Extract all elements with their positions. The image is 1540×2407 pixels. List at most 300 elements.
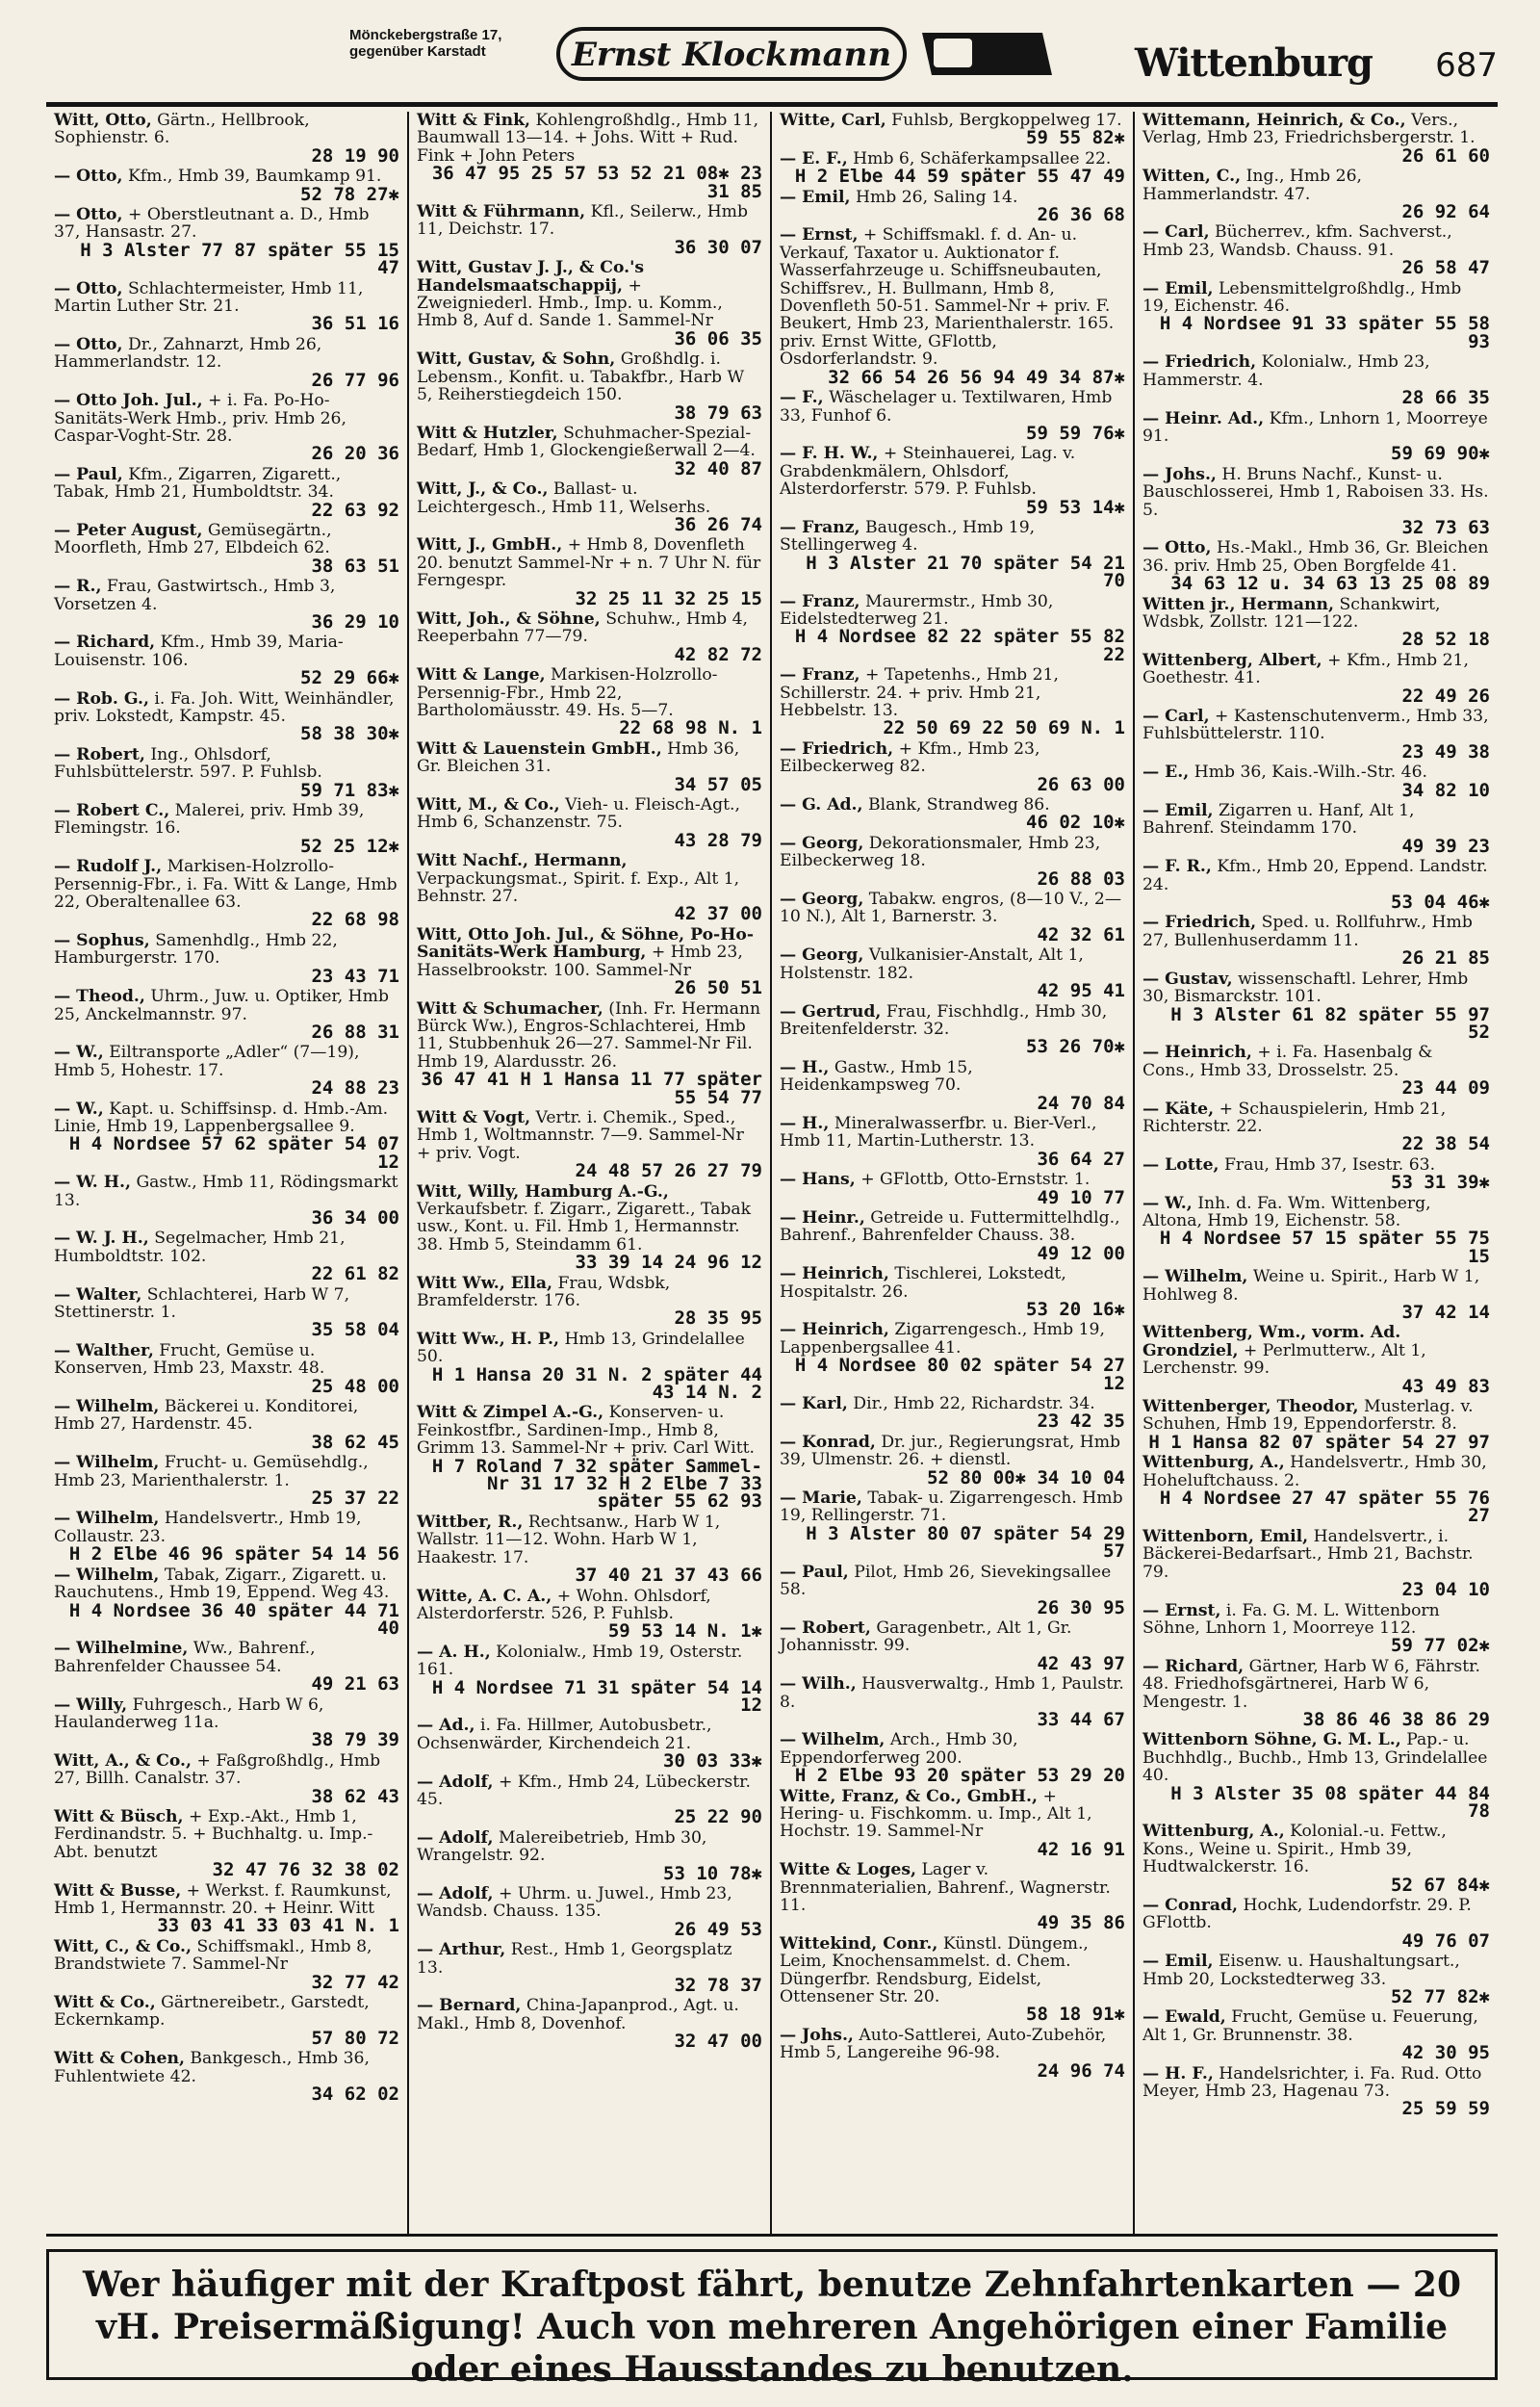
- entry-details: Segelmacher, Hmb 21, Humboldtstr. 102.: [54, 1229, 346, 1266]
- directory-entry: [1142, 222, 1490, 279]
- entry-phone-number: 34 63 12 u. 34 63 13 25 08 89: [1170, 573, 1490, 595]
- directory-entry: [1142, 1043, 1490, 1100]
- entry-name: Witt & Führmann,: [417, 202, 586, 222]
- entry-details: Vulkanisier-Anstalt, Alt 1, Holstenstr. 182.: [780, 945, 1084, 983]
- directory-entry: [54, 1882, 399, 1935]
- entry-details: + Schauspielerin, Hmb 21, Richterstr. 22.: [1142, 1099, 1447, 1136]
- entry-name: — Walter,: [54, 1284, 142, 1305]
- entry-details: Kfm., Hmb 20, Eppend. Landstr. 24.: [1142, 857, 1488, 894]
- entry-phone-number: 22 61 82: [311, 1263, 399, 1285]
- entry-name: — Robert,: [780, 1618, 871, 1638]
- entry-details: Kohlengroßhdlg., Hmb 11, Baumwall 13—14. + Johs. Witt + Rud. Fink + John Peters: [417, 112, 759, 166]
- entry-phone-number: 33 39 14 24 96 12: [575, 1252, 762, 1274]
- entry-name: — Heinr. Ad.,: [1142, 408, 1265, 428]
- entry-name: — Arthur,: [417, 1940, 506, 1960]
- entry-details: Gemüsegärtn., Moorfleth, Hmb 27, Elbdeich 62.: [54, 520, 332, 558]
- entry-name: Witt, Gustav, & Sohn,: [417, 349, 616, 370]
- entry-phone-number: 23 49 38: [1401, 740, 1490, 763]
- entry-name: — Franz,: [780, 665, 860, 686]
- entry-phone-number: 38 62 43: [311, 1785, 399, 1807]
- directory-entry: [417, 1183, 762, 1272]
- directory-entry: [54, 1938, 399, 1991]
- entry-phone-number: 36 47 41 H 1 Hansa 11 77 später 55 54 77: [421, 1069, 762, 1108]
- entry-name: — W. J. H.,: [54, 1229, 149, 1249]
- entry-details: Fuhrgesch., Harb W 6, Haulanderweg 11a.: [54, 1695, 324, 1732]
- entry-name: — Ernst,: [1142, 1600, 1221, 1620]
- entry-details: Frau, Wdsbk, Bramfelderstr. 176.: [417, 1273, 671, 1310]
- entry-phone-number: H 4 Nordsee 36 40 später 44 71 40: [68, 1599, 399, 1639]
- entry-details: Kfm., Zigarren, Zigarett., Tabak, Hmb 21, Humboldtstr. 34.: [54, 464, 342, 503]
- entry-name: — E. F.,: [780, 148, 848, 168]
- directory-entry: [417, 1643, 762, 1715]
- entry-name: Witt & Lange,: [417, 665, 546, 686]
- entry-name: — Otto,: [54, 334, 123, 354]
- entry-phone-number: H 4 Nordsee 57 62 später 54 07 12: [68, 1133, 399, 1173]
- entry-details: + Kfm., Hmb 21, Goethestr. 41.: [1142, 650, 1469, 688]
- entry-details: Tabakw. engros, (8—10 V., 2—10 N.), Alt 1, Barnerstr. 3.: [780, 890, 1122, 927]
- entry-name: — Wilhelm,: [780, 1730, 886, 1750]
- entry-phone-number: H 3 Alster 61 82 später 55 97 52: [1170, 1003, 1490, 1043]
- entry-details: Sped. u. Rollfuhrw., Hmb 27, Bullenhuserdamm 11.: [1142, 913, 1473, 950]
- entry-details: Mineralwasserfbr. u. Bier-Verl., Hmb 11, Martin-Lutherstr. 13.: [780, 1113, 1097, 1152]
- entry-name: — Otto,: [1142, 538, 1212, 558]
- directory-entry: [54, 1808, 399, 1879]
- directory-entry: [54, 522, 399, 575]
- entry-details: Eisenw. u. Haushaltungsart., Hmb 20, Lockstedterweg 33.: [1142, 1952, 1460, 1989]
- entry-details: Gärtner, Harb W 6, Fährstr. 48. Friedhofsgärtnerei, Harb W 6, Mengestr. 1.: [1142, 1656, 1480, 1712]
- column-2: [409, 112, 772, 2235]
- entry-phone-number: 49 21 63: [311, 1673, 399, 1695]
- entry-details: Kolonial.-u. Fettw., Kons., Weine u. Spirit., Hmb 39, Hudtwalckerstr. 16.: [1142, 1822, 1447, 1877]
- entry-details: Frucht, Gemüse u. Feuerung, Alt 1, Gr. Brunnenstr. 38.: [1142, 2007, 1478, 2045]
- entry-name: — Carl,: [1142, 707, 1210, 726]
- directory-entry: [417, 350, 762, 422]
- directory-entry: [417, 1996, 762, 2053]
- entry-phone-number: 24 96 74: [1037, 2059, 1125, 2082]
- directory-entry: [417, 1109, 762, 1180]
- entry-details: Pap.- u. Buchhdlg., Buchb., Hmb 13, Grindelallee 40.: [1142, 1730, 1488, 1786]
- entry-details: i. Fa. G. M. L. Wittenborn Söhne, Lnhorn 1, Moorreye 112.: [1142, 1600, 1440, 1638]
- entry-details: + Wohn. Ohlsdorf, Alsterdorferstr. 526, P. Fuhlsb.: [417, 1586, 711, 1623]
- entry-details: Samenhdlg., Hmb 22, Hamburgerstr. 170.: [54, 930, 338, 969]
- entry-name: Wittenburg, A.,: [1142, 1453, 1285, 1473]
- entry-name: Witt, Joh., & Söhne,: [417, 608, 601, 629]
- entry-name: Witt, Willy, Hamburg A.-G.,: [417, 1181, 669, 1202]
- entry-name: — G. Ad.,: [780, 795, 863, 815]
- directory-entry: [1142, 1897, 1490, 1950]
- column-3: [772, 112, 1135, 2235]
- directory-entry: [780, 593, 1125, 664]
- entry-name: — Emil,: [1142, 1952, 1214, 1972]
- entry-phone-number: 26 50 51: [674, 977, 762, 999]
- directory-entry: [1142, 1324, 1490, 1395]
- entry-phone-number: 34 57 05: [674, 773, 762, 795]
- entry-name: Witt, Otto Joh. Jul., & Söhne, Po-Ho-Sanitäts-Werk Hamburg,: [417, 924, 755, 963]
- entry-name: — Karl,: [780, 1394, 848, 1414]
- entry-name: Wittber, R.,: [417, 1512, 524, 1532]
- directory-entry: [54, 2049, 399, 2106]
- entry-name: Witt & Vogt,: [417, 1107, 531, 1127]
- entry-phone-number: H 2 Elbe 44 59 später 55 47 49: [794, 166, 1125, 188]
- entry-details: (Inh. Fr. Hermann Bürck Ww.), Engros-Schlachterei, Hmb 11, Stubbenhuk 26—27. Sammel-Nr Fil. Hmb 19, Alardusstr. 26.: [417, 998, 761, 1072]
- directory-entry: [417, 425, 762, 478]
- entry-phone-number: 52 67 84✱: [1391, 1874, 1490, 1896]
- directory-entry: [780, 1209, 1125, 1262]
- entry-phone-number: 32 73 63: [1401, 516, 1490, 538]
- directory-entry: [780, 1619, 1125, 1672]
- entry-details: Kfm., Hmb 39, Maria-Louisenstr. 106.: [54, 633, 344, 670]
- entry-details: China-Japanprod., Agt. u. Makl., Hmb 8, Dovenhof.: [417, 1996, 739, 2033]
- directory-entry: [780, 945, 1125, 1002]
- entry-phone-number: 26 49 53: [674, 1918, 762, 1940]
- entry-details: Verpackungsmat., Spirit. f. Exp., Alt 1, Behnstr. 27.: [417, 868, 740, 907]
- entry-phone-number: 38 79 63: [674, 401, 762, 424]
- entry-details: Kolonialw., Hmb 19, Osterstr. 161.: [417, 1642, 743, 1680]
- entry-name: Witt & Cohen,: [54, 2049, 185, 2069]
- entry-phone-number: H 4 Nordsee 57 15 später 55 75 15: [1159, 1228, 1490, 1267]
- entry-phone-number: 32 78 37: [674, 1975, 762, 1997]
- entry-phone-number: 32 40 87: [674, 457, 762, 479]
- entry-phone-number: 26 30 95: [1037, 1596, 1125, 1618]
- entry-phone-number: 25 59 59: [1401, 2098, 1490, 2120]
- directory-entry: [417, 1940, 762, 1997]
- entry-phone-number: 32 77 42: [311, 1971, 399, 1993]
- entry-details: Kfm., Hmb 39, Baumkamp 91.: [127, 167, 382, 187]
- directory-entry: [417, 740, 762, 793]
- entry-phone-number: 26 63 00: [1037, 773, 1125, 795]
- directory-entry: [780, 1730, 1125, 1787]
- entry-name: — H.,: [780, 1057, 830, 1077]
- entry-phone-number: 49 76 07: [1401, 1929, 1490, 1952]
- entry-name: Witt, J., GmbH.,: [417, 535, 563, 556]
- entry-phone-number: 42 82 72: [674, 643, 762, 665]
- entry-name: — Rudolf J.,: [54, 857, 163, 877]
- entry-phone-number: H 4 Nordsee 82 22 später 55 82 22: [794, 626, 1125, 665]
- entry-phone-number: 53 20 16✱: [1026, 1299, 1125, 1320]
- directory-entry: [417, 1588, 762, 1641]
- entry-name: — F. R.,: [1142, 857, 1212, 877]
- entry-phone-number: 26 92 64: [1401, 201, 1490, 223]
- entry-name: — Gertrud,: [780, 1001, 882, 1022]
- directory-entry: [780, 519, 1125, 590]
- entry-name: Wittemann, Heinrich, & Co.,: [1142, 112, 1406, 130]
- entry-name: — Emil,: [1142, 278, 1214, 298]
- entry-details: + i. Fa. Hasenbalg & Cons., Hmb 33, Drosselstr. 25.: [1142, 1043, 1433, 1080]
- directory-entry: [1142, 1268, 1490, 1321]
- entry-phone-number: 26 61 60: [1401, 144, 1490, 167]
- entry-details: + Uhrm. u. Juwel., Hmb 23, Wandsb. Chauss. 135.: [417, 1884, 732, 1922]
- entry-phone-number: 37 42 14: [1401, 1302, 1490, 1323]
- directory-entry: [54, 1286, 399, 1339]
- entry-phone-number: 28 52 18: [1401, 629, 1490, 651]
- directory-entry: [1142, 410, 1490, 463]
- entry-name: — W.,: [54, 1099, 104, 1119]
- entry-phone-number: 24 88 23: [311, 1077, 399, 1100]
- directory-entry: [1142, 913, 1490, 970]
- directory-entry: [780, 1935, 1125, 2024]
- directory-entry: [780, 150, 1125, 186]
- entry-phone-number: 24 70 84: [1037, 1092, 1125, 1114]
- header-rule: [46, 102, 1498, 107]
- directory-entry: [417, 1829, 762, 1882]
- entry-phone-number: 26 88 31: [311, 1021, 399, 1043]
- entry-phone-number: H 3 Alster 80 07 später 54 29 57: [806, 1522, 1125, 1563]
- directory-entry: [417, 1716, 762, 1773]
- entry-phone-number: 53 26 70✱: [1026, 1036, 1125, 1058]
- directory-entry: [54, 1342, 399, 1395]
- directory-entry: [1142, 1953, 1490, 2006]
- entry-details: i. Fa. Joh. Witt, Weinhändler, priv. Lokstedt, Kampstr. 45.: [54, 688, 395, 726]
- entry-name: — W. H.,: [54, 1173, 131, 1193]
- directory-entry: [1142, 802, 1490, 855]
- entry-name: Witte & Loges,: [780, 1860, 916, 1880]
- directory-entry: [54, 1752, 399, 1805]
- entry-details: + Hmb 8, Dovenfleth 20. benutzt Sammel-Nr + n. 7 Uhr N. für Ferngespr.: [417, 535, 761, 591]
- entry-details: Handelsvertr., Hmb 19, Collaustr. 23.: [54, 1509, 362, 1546]
- directory-entry: [780, 1059, 1125, 1112]
- entry-details: Rest., Hmb 1, Georgsplatz 13.: [417, 1940, 732, 1978]
- directory-entry: [780, 445, 1125, 516]
- directory-entry: [54, 1100, 399, 1172]
- entry-name: — Friedrich,: [780, 738, 894, 759]
- footer-rule: [46, 2234, 1498, 2237]
- entry-phone-number: 36 30 07: [674, 236, 762, 258]
- entry-details: Verkaufsbetr. f. Zigarr., Zigarett., Tabak usw., Kont. u. Fil. Hmb 1, Hermannstr. 38. Hmb 5, Steindamm 61.: [417, 1199, 752, 1255]
- directory-entry: [1142, 352, 1490, 409]
- entry-phone-number: 53 31 39✱: [1391, 1172, 1490, 1194]
- entry-name: — E.,: [1142, 763, 1190, 783]
- entry-name: — Paul,: [54, 464, 123, 484]
- directory-entry: [54, 746, 399, 799]
- entry-details: Markisen-Holzrollo-Persennig-Fbr., Hmb 22, Bartholomäusstr. 49. Hs. 5—7.: [417, 665, 718, 720]
- directory-entry: [780, 1434, 1125, 1487]
- entry-name: — Gustav,: [1142, 969, 1233, 989]
- advertisement-box: [46, 2249, 1498, 2390]
- entry-phone-number: 37 40 21 37 43 66: [575, 1565, 762, 1587]
- directory-entry: [54, 1509, 399, 1566]
- entry-phone-number: 22 63 92: [311, 499, 399, 521]
- entry-details: + Tapetenhs., Hmb 21, Schillerstr. 24. + priv. Hmb 21, Hebbelstr. 13.: [780, 665, 1059, 720]
- entry-phone-number: 26 88 03: [1037, 867, 1125, 890]
- entry-phone-number: 34 62 02: [311, 2083, 399, 2106]
- advertiser-logo: [556, 23, 1057, 85]
- directory-entry: [780, 740, 1125, 793]
- entry-details: Baugesch., Hmb 19, Stellingerweg 4.: [780, 517, 1036, 556]
- directory-entry: [780, 666, 1125, 738]
- entry-phone-number: 52 29 66✱: [300, 667, 399, 689]
- advertisement-text: Wer häufiger mit der Kraftpost fährt, benutze Zehnfahrtenkarten — 20 vH. Preisermäßigung! Auch von mehreren Angehörigen einer Familie oder eines Hausstandes zu benutzen.: [82, 2265, 1462, 2390]
- entry-details: Malereibetrieb, Hmb 30, Wrangelstr. 92.: [417, 1827, 707, 1866]
- entry-details: Lebensmittelgroßhdlg., Hmb 19, Eichenstr. 46.: [1142, 278, 1462, 317]
- entry-phone-number: H 2 Elbe 46 96 später 54 14 56: [68, 1543, 399, 1566]
- directory-entry: [54, 112, 399, 165]
- entry-details: i. Fa. Hillmer, Autobusbetr., Ochsenwärder, Kirchendeich 21.: [417, 1716, 712, 1753]
- entry-details: Hs.-Makl., Hmb 36, Gr. Bleichen 36. priv. Hmb 25, Oben Borgfelde 41.: [1142, 538, 1489, 576]
- entry-phone-number: 43 28 79: [674, 829, 762, 851]
- entry-phone-number: 25 48 00: [311, 1375, 399, 1397]
- directory-entry: [417, 852, 762, 923]
- entry-details: + Zweigniederl. Hmb., Imp. u. Komm., Hmb 8, Auf d. Sande 1. Sammel-Nr: [417, 275, 723, 331]
- directory-entry: [417, 1331, 762, 1402]
- page-title: Wittenburg: [1135, 40, 1373, 86]
- entry-name: — Johs.,: [780, 2025, 854, 2045]
- entry-details: Gastw., Hmb 15, Heidenkampsweg 70.: [780, 1057, 973, 1096]
- entry-name: Witt & Schumacher,: [417, 998, 603, 1019]
- entry-name: Witten jr., Hermann,: [1142, 594, 1334, 614]
- entry-phone-number: H 1 Hansa 20 31 N. 2 später 44 43 14 N. 2: [431, 1363, 762, 1404]
- entry-details: + Steinhauerei, Lag. v. Grabdenkmälern, Ohlsdorf, Alsterdorferstr. 579. P. Fuhlsb.: [780, 444, 1076, 500]
- entry-phone-number: 28 35 95: [674, 1307, 762, 1330]
- entry-phone-number: 42 32 61: [1037, 923, 1125, 945]
- directory-entry: [54, 336, 399, 389]
- entry-phone-number: 25 22 90: [674, 1806, 762, 1828]
- entry-name: Witt Ww., H. P.,: [417, 1329, 559, 1349]
- entry-name: Witt, A., & Co.,: [54, 1750, 192, 1771]
- entry-phone-number: 22 50 69 22 50 69 N. 1: [883, 717, 1125, 739]
- entry-phone-number: 22 49 26: [1401, 685, 1490, 707]
- entry-phone-number: 35 58 04: [311, 1319, 399, 1341]
- entry-phone-number: 36 47 95 25 57 53 52 21 08✱ 23 31 85: [431, 163, 762, 202]
- column-4: [1135, 112, 1498, 2235]
- entry-phone-number: 57 80 72: [311, 2027, 399, 2049]
- entry-details: Hmb 26, Saling 14.: [855, 187, 1018, 207]
- directory-entry: [780, 1321, 1125, 1392]
- entry-name: Witt & Lauenstein GmbH.,: [417, 738, 662, 759]
- directory-entry: [1142, 764, 1490, 799]
- entry-name: — H.,: [780, 1113, 830, 1133]
- directory-entry: [780, 112, 1125, 147]
- entry-name: — Otto,: [54, 167, 123, 187]
- entry-details: Ballast- u. Leichtergesch., Hmb 11, Welserhs.: [417, 479, 711, 517]
- entry-name: — Emil,: [780, 187, 851, 207]
- entry-details: Dir., Hmb 22, Richardstr. 34.: [853, 1394, 1095, 1414]
- directory-entry: [1142, 1731, 1490, 1820]
- entry-phone-number: 33 44 67: [1037, 1708, 1125, 1730]
- entry-phone-number: 38 79 39: [311, 1729, 399, 1751]
- entry-phone-number: 26 77 96: [311, 369, 399, 391]
- entry-details: + Kfm., Hmb 24, Lübeckerstr. 45.: [417, 1772, 751, 1809]
- entry-details: + Oberstleutnant a. D., Hmb 37, Hansastr. 27.: [54, 205, 370, 243]
- entry-phone-number: 28 19 90: [311, 144, 399, 167]
- entry-details: Vers., Verlag, Hmb 23, Friedrichsbergerstr. 1.: [1142, 112, 1476, 148]
- page-number: 687: [1435, 46, 1498, 85]
- entry-name: Witt, J., & Co.,: [417, 479, 549, 500]
- directory-entry: [417, 1514, 762, 1585]
- entry-phone-number: 53 10 78✱: [663, 1862, 762, 1884]
- entry-name: — Bernard,: [417, 1996, 522, 2016]
- directory-entry: [780, 1395, 1125, 1431]
- entry-name: — A. H.,: [417, 1642, 491, 1662]
- logo-text: Ernst Klockmann: [571, 36, 892, 74]
- directory-entry: [54, 1640, 399, 1693]
- entry-name: — Wilhelm,: [1142, 1267, 1248, 1287]
- entry-phone-number: H 3 Alster 77 87 später 55 15 47: [80, 239, 399, 279]
- entry-name: Witt, C., & Co.,: [54, 1936, 192, 1956]
- entry-details: Vieh- u. Fleisch-Agt., Hmb 6, Schanzenstr. 75.: [417, 795, 740, 833]
- entry-details: + GFlottb, Otto-Ernststr. 1.: [860, 1170, 1091, 1190]
- entry-name: — Richard,: [54, 633, 156, 653]
- entry-phone-number: 38 62 45: [311, 1431, 399, 1453]
- entry-name: Witten, C.,: [1142, 167, 1242, 187]
- entry-details: + Kastenschutenverm., Hmb 33, Fuhlsbüttelerstr. 110.: [1142, 707, 1489, 744]
- entry-name: — Wilhelmine,: [54, 1639, 189, 1659]
- entry-phone-number: 26 36 68: [1037, 204, 1125, 226]
- entry-phone-number: H 4 Nordsee 80 02 später 54 27 12: [794, 1355, 1125, 1394]
- entry-details: + i. Fa. Po-Ho-Sanitäts-Werk Hmb., priv. Hmb 26, Caspar-Voght-Str. 28.: [54, 391, 346, 446]
- directory-entry: [54, 1174, 399, 1227]
- entry-details: + Schiffsmakl. f. d. An- u. Verkauf, Taxator u. Auktionator f. Wasserfahrzeuge u. Schiffsneubauten, Schiffsrev., H. Bullmann, Hmb 8, Dovenfleth 50-51. Sammel-Nr + priv. F. Beukert, Hmb 23, Marienthalerstr. 165. priv. Ernst Witte, GFlottb, Osdorferlandstr. 9.: [780, 225, 1115, 370]
- column-1: [46, 112, 409, 2235]
- entry-phone-number: 59 53 14✱: [1026, 496, 1125, 518]
- page-header: [46, 21, 1498, 106]
- directory-entry: [1142, 2065, 1490, 2118]
- directory-entry: [417, 926, 762, 997]
- entry-name: — Carl,: [1142, 222, 1210, 243]
- directory-entry: [1142, 466, 1490, 537]
- entry-details: Kolonialw., Hmb 23, Hammerstr. 4.: [1142, 352, 1430, 390]
- entry-name: Witt, M., & Co.,: [417, 795, 560, 815]
- directory-entry: [780, 189, 1125, 224]
- directory-entry: [1142, 538, 1490, 595]
- directory-entry: [1142, 1528, 1490, 1599]
- entry-name: Witt, Otto,: [54, 112, 152, 130]
- entry-phone-number: 52 78 27✱: [300, 183, 399, 205]
- entry-phone-number: 23 44 09: [1401, 1077, 1490, 1100]
- entry-phone-number: 59 55 82✱: [1026, 127, 1125, 149]
- entry-name: — Georg,: [780, 833, 864, 853]
- entry-phone-number: 36 26 74: [674, 513, 762, 535]
- entry-phone-number: H 3 Alster 21 70 später 54 21 70: [806, 552, 1125, 592]
- entry-name: — Ernst,: [780, 225, 859, 246]
- directory-entry: [780, 835, 1125, 888]
- entry-details: + Exp.-Akt., Hmb 1, Ferdinandstr. 5. + Buchhaltg. u. Imp.-Abt. benutzt: [54, 1806, 373, 1862]
- entry-name: — Heinrich,: [780, 1320, 889, 1340]
- entry-name: Witt Ww., Ella,: [417, 1273, 552, 1293]
- entry-name: — Otto Joh. Jul.,: [54, 391, 203, 411]
- directory-entry: [54, 633, 399, 689]
- directory-entry: [1142, 1100, 1490, 1153]
- entry-phone-number: 59 59 76✱: [1026, 422, 1125, 444]
- entry-details: Frau, Hmb 37, Isestr. 63.: [1224, 1154, 1436, 1175]
- entry-name: — Otto,: [54, 205, 123, 225]
- entry-details: Vertr. i. Chemik., Sped., Hmb 1, Woltmannstr. 7—9. Sammel-Nr + priv. Vogt.: [417, 1107, 744, 1163]
- entry-name: — Heinr.,: [780, 1207, 865, 1228]
- directory-entry: [54, 466, 399, 519]
- directory-entry: [1142, 708, 1490, 761]
- entry-name: — Willy,: [54, 1695, 128, 1715]
- directory-entry: [54, 1696, 399, 1749]
- entry-name: Witt & Zimpel A.-G.,: [417, 1403, 604, 1423]
- entry-phone-number: 23 04 10: [1401, 1579, 1490, 1601]
- directory-entry: [780, 2027, 1125, 2080]
- entry-phone-number: H 2 Elbe 93 20 später 53 29 20: [794, 1765, 1125, 1787]
- entry-details: Frau, Fischhdlg., Hmb 30, Breitenfelderstr. 32.: [780, 1001, 1108, 1039]
- entry-name: Witte, Carl,: [780, 112, 886, 130]
- entry-name: — Richard,: [1142, 1656, 1245, 1676]
- entry-phone-number: 36 34 00: [311, 1206, 399, 1229]
- entry-phone-number: 36 64 27: [1037, 1148, 1125, 1170]
- entry-phone-number: 36 29 10: [311, 610, 399, 633]
- entry-details: Künstl. Düngem., Leim, Knochensammelst. d. Chem. Düngerfbr. Rendsburg, Eidelst, Ottensener Str. 20.: [780, 1933, 1089, 2007]
- entry-details: Gärtn., Hellbrook, Sophienstr. 6.: [54, 112, 310, 148]
- directory-entry: [417, 666, 762, 738]
- entry-phone-number: 28 66 35: [1401, 387, 1490, 409]
- entry-name: — Johs.,: [1142, 464, 1217, 484]
- directory-entry: [54, 858, 399, 929]
- directory-entry: [417, 1403, 762, 1513]
- entry-name: Witt Nachf., Hermann,: [417, 851, 628, 871]
- entry-details: Tischlerei, Lokstedt, Hospitalstr. 26.: [780, 1264, 1066, 1302]
